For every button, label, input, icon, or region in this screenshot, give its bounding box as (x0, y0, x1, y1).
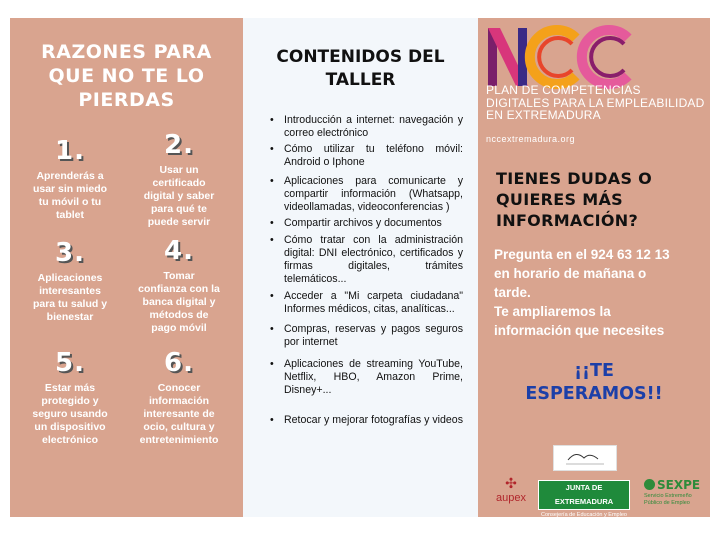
contents-list (267, 114, 463, 427)
list-item: • Acceder a "Mi carpeta ciudadana" Informes médicos, citas, analíticas... (267, 290, 463, 316)
list-item: • Introducción a internet: navegación y correo electrónico (267, 114, 463, 140)
junta-logo: JUNTA DE EXTREMADURA Consejería de Educación y Empleo (538, 480, 630, 518)
reason-5: 5. Estar más protegido y seguro usando un dispositivo electrónico (32, 348, 108, 446)
reasons-title: RAZONES PARA QUE NO TE LO PIERDAS (41, 41, 212, 111)
sexpe-logo: SEXPE Servicio Extremeño Público de Empleo (644, 478, 701, 506)
reasons-panel (10, 18, 243, 517)
reason-6: 6. Conocer información interesante de ocio, cultura y entretenimiento (139, 348, 219, 446)
contents-panel (243, 18, 478, 517)
contact-panel (478, 18, 710, 517)
wait-message: ¡¡TE ESPERAMOS!! (525, 361, 663, 404)
reason-2: 2. Usar un certificado digital y saber para qué te puede servir (143, 130, 215, 228)
reason-1: 1. Aprenderás a usar sin miedo tu móvil o tu tablet (32, 136, 108, 221)
sponsor-logo (553, 445, 617, 471)
list-item: • Compras, reservas y pagos seguros por internet (267, 323, 463, 349)
aupex-logo: ✣ aupex (486, 476, 536, 504)
contact-info: Pregunta en el 924 63 12 13 en horario de mañana o tarde. Te ampliaremos la información que necesites (494, 247, 670, 338)
reason-3: 3. Aplicaciones interesantes para tu salud y bienestar (32, 238, 108, 323)
ncc-url: nccextremadura.org (486, 134, 576, 144)
list-item: • Aplicaciones de streaming YouTube, Netflix, HBO, Amazon Prime, Disney+... (267, 358, 463, 397)
list-item: • Compartir archivos y documentos (267, 217, 463, 230)
list-item: • Cómo utilizar tu teléfono móvil: Android o Iphone (267, 143, 463, 169)
list-item: • Aplicaciones para comunicarte y compartir información (Whatsapp, videollamadas, videoconferencias ) (267, 175, 463, 214)
list-item: • Retocar y mejorar fotografías y videos (267, 414, 463, 427)
question-heading: TIENES DUDAS O QUIERES MÁS INFORMACIÓN? (496, 169, 653, 230)
reason-4: 4. Tomar confianza con la banca digital y métodos de pago móvil (138, 236, 220, 334)
aupex-icon: ✣ (505, 476, 517, 492)
sexpe-icon (644, 479, 655, 490)
sponsor-logo-icon (554, 446, 616, 470)
list-item: • Cómo tratar con la administración digital: DNI electrónico, certificados y firmas digitales, trámites telemáticos... (267, 234, 463, 286)
contents-title: CONTENIDOS DEL TALLER (276, 47, 445, 90)
ncc-subtitle: PLAN DE COMPETENCIAS DIGITALES PARA LA EMPLEABILIDAD EN EXTREMADURA (486, 83, 705, 122)
